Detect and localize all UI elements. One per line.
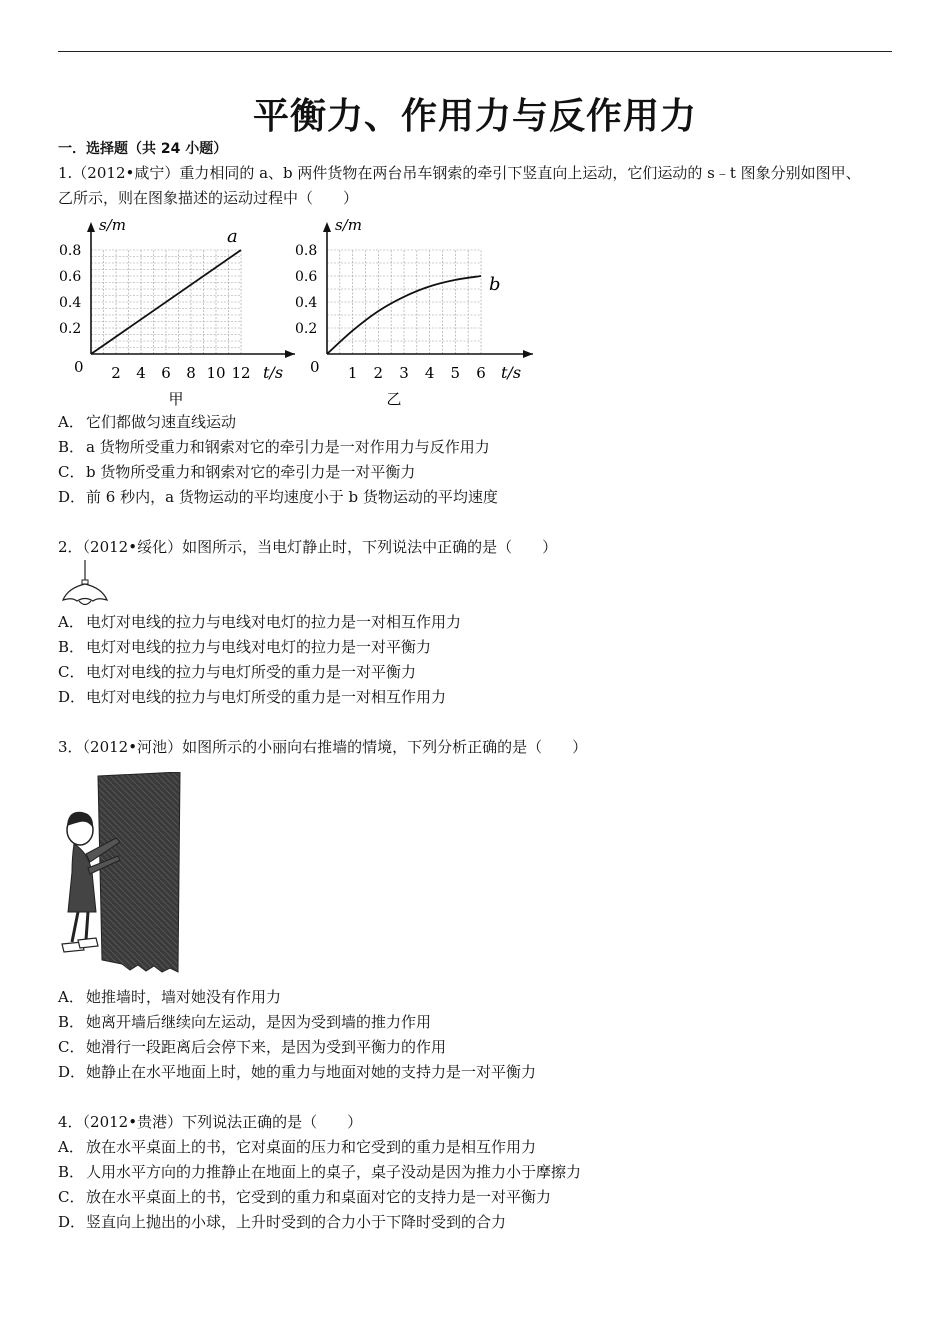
option-letter: C． xyxy=(58,1038,85,1056)
series-label: b xyxy=(489,274,501,295)
x-tick-label: 6 xyxy=(476,364,486,382)
hanging-lamp-figure xyxy=(58,560,112,610)
origin-label: 0 xyxy=(74,358,84,376)
chart-jia xyxy=(59,216,295,408)
option-text: 她静止在水平地面上时，她的重力与地面对她的支持力是一对平衡力 xyxy=(86,1063,537,1081)
x-tick-label: 10 xyxy=(206,364,226,382)
option-text: 她离开墙后继续向左运动，是因为受到墙的推力作用 xyxy=(86,1013,432,1031)
q3-option-d xyxy=(58,1062,536,1082)
option-letter: A． xyxy=(58,1138,84,1156)
x-tick-label: 2 xyxy=(111,364,121,382)
y-tick-label: 0.2 xyxy=(59,321,82,337)
option-letter: B． xyxy=(58,1013,85,1031)
q1-stem-line2: 乙所示，则在图象描述的运动过程中（ ） xyxy=(58,189,359,207)
x-tick-label: 1 xyxy=(347,364,358,382)
x-tick-label: 5 xyxy=(450,364,461,382)
q1-option-a xyxy=(58,412,236,432)
q4-stem: 4．（2012•贵港）下列说法正确的是（ ） xyxy=(58,1113,363,1131)
option-letter: B． xyxy=(58,1163,85,1181)
y-tick-label: 0.6 xyxy=(59,269,82,285)
y-tick-label: 0.4 xyxy=(295,295,318,311)
q2-option-c xyxy=(58,662,416,682)
y-tick-label: 0.4 xyxy=(59,295,82,311)
option-text: 竖直向上抛出的小球，上升时受到的合力小于下降时受到的合力 xyxy=(86,1213,507,1231)
x-axis-label: t/s xyxy=(501,363,522,382)
chart-yi xyxy=(295,216,533,408)
y-axis-label: s/m xyxy=(99,216,126,234)
chart-caption: 乙 xyxy=(386,390,402,408)
q3-option-c xyxy=(58,1037,446,1057)
option-letter: A． xyxy=(58,613,84,631)
x-tick-label: 3 xyxy=(399,364,409,382)
option-text: 放在水平桌面上的书，它受到的重力和桌面对它的支持力是一对平衡力 xyxy=(86,1188,552,1206)
x-tick-label: 8 xyxy=(186,364,196,382)
option-letter: A． xyxy=(58,413,84,431)
x-tick-label: 2 xyxy=(373,364,384,382)
q4-option-b xyxy=(58,1162,581,1182)
girl-pushing-wall-figure xyxy=(58,772,183,974)
option-letter: B． xyxy=(58,638,85,656)
q2-stem: 2．（2012•绥化）如图所示，当电灯静止时，下列说法中正确的是（ ） xyxy=(58,538,558,556)
option-text: a 货物所受重力和钢索对它的牵引力是一对作用力与反作用力 xyxy=(86,438,490,456)
option-text: 电灯对电线的拉力与电灯所受的重力是一对相互作用力 xyxy=(86,688,447,706)
option-letter: D． xyxy=(58,1213,86,1231)
option-letter: D． xyxy=(58,688,86,706)
q4-option-c xyxy=(58,1187,551,1207)
page-title: 平衡力、作用力与反作用力 xyxy=(252,96,697,137)
x-axis-arrow xyxy=(523,350,533,358)
option-text: 人用水平方向的力推静止在地面上的桌子，桌子没动是因为推力小于摩擦力 xyxy=(86,1163,582,1181)
option-text: 电灯对电线的拉力与电灯所受的重力是一对平衡力 xyxy=(86,663,417,681)
y-axis-arrow xyxy=(323,222,331,232)
y-tick-label: 0.6 xyxy=(295,269,318,285)
y-axis-arrow xyxy=(87,222,95,232)
q2-option-d xyxy=(58,687,446,707)
option-text: 它们都做匀速直线运动 xyxy=(86,413,237,431)
option-letter: A． xyxy=(58,988,84,1006)
section-heading: 一．选择题（共 24 小题） xyxy=(58,141,228,157)
x-tick-label: 4 xyxy=(136,364,146,382)
y-axis-label: s/m xyxy=(335,216,362,234)
top-rule xyxy=(58,51,892,52)
option-letter: C． xyxy=(58,663,85,681)
q4-option-a xyxy=(58,1137,536,1157)
option-text: 她滑行一段距离后会停下来，是因为受到平衡力的作用 xyxy=(86,1038,447,1056)
option-text: 电灯对电线的拉力与电线对电灯的拉力是一对相互作用力 xyxy=(86,613,462,631)
option-text: 她推墙时，墙对她没有作用力 xyxy=(86,988,282,1006)
q1-stem-line1: 1.（2012•咸宁）重力相同的 a、b 两件货物在两台吊车钢索的牵引下竖直向上运动，它们运动的 s﹣t 图象分别如图甲、 xyxy=(58,164,861,182)
x-tick-label: 12 xyxy=(231,364,251,382)
q3-option-b xyxy=(58,1012,431,1032)
q2-option-a xyxy=(58,612,461,632)
option-letter: B． xyxy=(58,438,85,456)
q4-option-d xyxy=(58,1212,506,1232)
option-text: 电灯对电线的拉力与电线对电灯的拉力是一对平衡力 xyxy=(86,638,432,656)
origin-label: 0 xyxy=(310,358,320,376)
series-label: a xyxy=(227,226,238,247)
y-tick-label: 0.2 xyxy=(295,321,318,337)
option-text: b 货物所受重力和钢索对它的牵引力是一对平衡力 xyxy=(86,463,416,481)
q3-stem: 3．（2012•河池）如图所示的小丽向右推墙的情境，下列分析正确的是（ ） xyxy=(58,738,588,756)
x-tick-label: 6 xyxy=(161,364,171,382)
q1-option-d xyxy=(58,487,498,507)
x-axis-label: t/s xyxy=(263,363,284,382)
q1-option-c xyxy=(58,462,415,482)
chart-caption: 甲 xyxy=(168,390,184,408)
option-text: 前 6 秒内，a 货物运动的平均速度小于 b 货物运动的平均速度 xyxy=(86,488,498,506)
q2-option-b xyxy=(58,637,431,657)
option-letter: C． xyxy=(58,463,85,481)
y-tick-label: 0.8 xyxy=(295,243,318,259)
option-letter: D． xyxy=(58,1063,86,1081)
option-text: 放在水平桌面上的书，它对桌面的压力和它受到的重力是相互作用力 xyxy=(86,1138,537,1156)
y-tick-label: 0.8 xyxy=(59,243,82,259)
x-axis-arrow xyxy=(285,350,295,358)
q3-option-a xyxy=(58,987,281,1007)
option-letter: C． xyxy=(58,1188,85,1206)
option-letter: D． xyxy=(58,488,86,506)
q1-option-b xyxy=(58,437,490,457)
x-tick-label: 4 xyxy=(424,364,435,382)
q1-figure xyxy=(55,210,545,410)
